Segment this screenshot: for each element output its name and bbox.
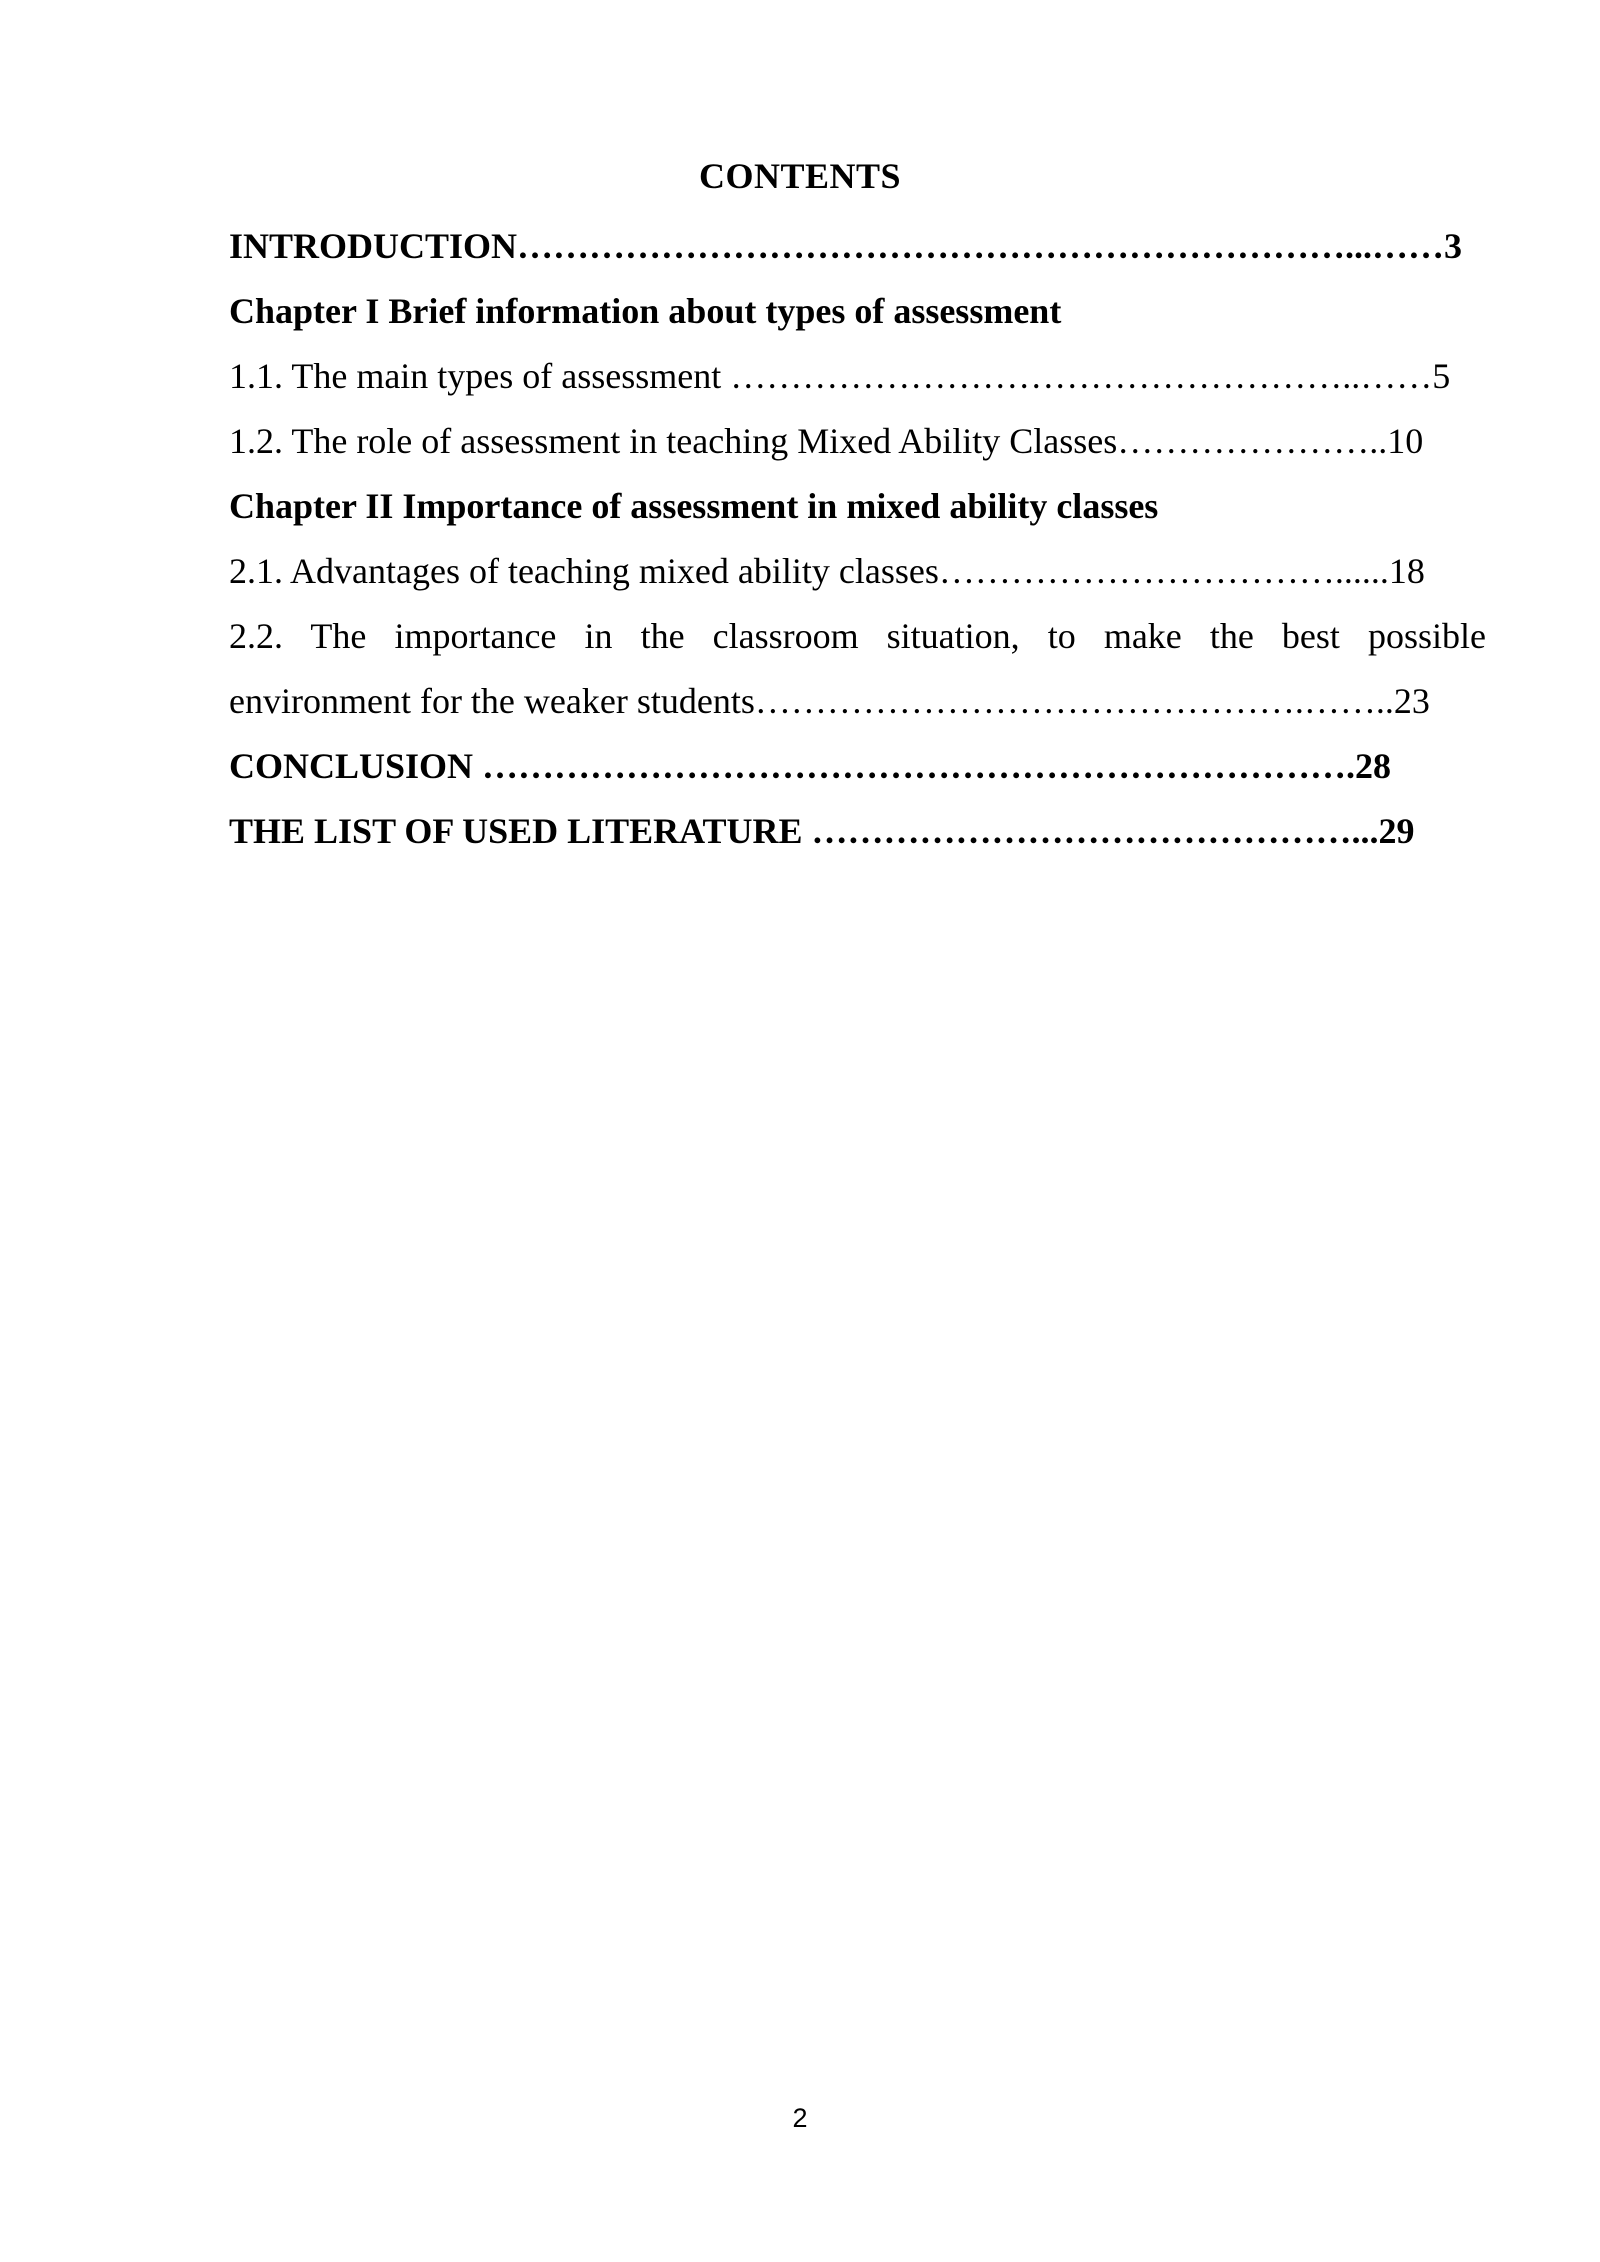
toc-entry-2-2-line-2: environment for the weaker students……………………………………….……..23 xyxy=(229,681,1430,721)
toc-entry-introduction: INTRODUCTION……………………………………………………………...……3 xyxy=(229,226,1463,266)
toc-entry-2-2-line-1: 2.2. The importance in the classroom situation, to make the best possible xyxy=(229,616,1486,656)
toc-entry-literature: THE LIST OF USED LITERATURE ………………………………………...29 xyxy=(229,811,1415,851)
table-of-contents xyxy=(229,214,1486,864)
toc-chapter-1-heading: Chapter I Brief information about types of assessment xyxy=(229,291,1062,331)
toc-entry-conclusion: CONCLUSION ……………………………………………………………….28 xyxy=(229,746,1392,786)
page-number: 2 xyxy=(792,2103,808,2133)
toc-entry-1-1: 1.1. The main types of assessment ……………………………………………..……5 xyxy=(229,356,1451,396)
page-title: CONTENTS xyxy=(698,156,902,196)
toc-entry-2-1: 2.1. Advantages of teaching mixed ability classes……………………………......18 xyxy=(229,551,1425,591)
toc-chapter-2-heading: Chapter II Importance of assessment in mixed ability classes xyxy=(229,486,1159,526)
toc-entry-1-2: 1.2. The role of assessment in teaching Mixed Ability Classes…………………..10 xyxy=(229,421,1424,461)
